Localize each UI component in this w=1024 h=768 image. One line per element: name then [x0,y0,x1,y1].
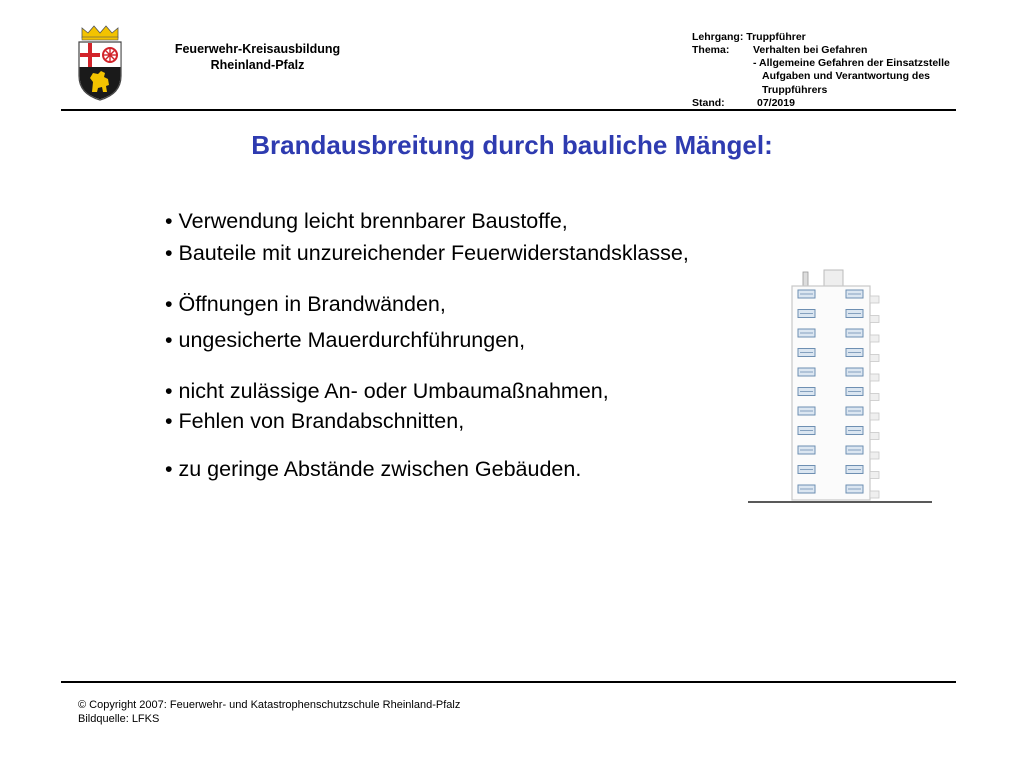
bullet-item: • Bauteile mit unzureichender Feuerwiderstandsklasse, [165,241,689,265]
building-drawing-icon [740,265,940,510]
org-name-line1: Feuerwehr-Kreisausbildung [174,42,341,56]
topic-label: Thema: [692,44,730,56]
bullet-item: • Öffnungen in Brandwänden, [165,292,446,316]
building-balcony [870,452,879,459]
topic-sub-1: - Allgemeine Gefahren der Einsatzstelle [753,57,950,69]
bullet-item: • nicht zulässige An- oder Umbaumaßnahmen, [165,379,609,403]
bullet-item: • Verwendung leicht brennbarer Baustoffe, [165,209,568,233]
course-value: Truppführer [746,31,806,43]
copyright-text: © Copyright 2007: Feuerwehr- und Katastrophenschutzschule Rheinland-Pfalz [78,699,461,711]
building-balcony [870,335,879,342]
topic-sub-3: Truppführers [762,84,828,96]
slide-title: Brandausbreitung durch bauliche Mängel: [251,130,773,160]
course-info [692,31,806,44]
bullet-item: • Fehlen von Brandabschnitten, [165,409,465,433]
building-balcony [870,296,879,303]
bullet-item: • zu geringe Abstände zwischen Gebäuden. [165,457,582,481]
date-label: Stand: [692,97,725,109]
footer-divider [61,681,956,683]
building-balcony [870,316,879,323]
course-label: Lehrgang: [692,31,744,43]
coat-of-arms-icon [76,24,124,102]
building-balcony [870,394,879,401]
org-name-line2: Rheinland-Pfalz [210,58,305,72]
building-balcony [870,472,879,479]
bullet-item: • ungesicherte Mauerdurchführungen, [165,328,526,352]
building-balcony [870,491,879,498]
image-source-text: Bildquelle: LFKS [78,713,160,725]
building-balcony [870,413,879,420]
topic-sub-2: Aufgaben und Verantwortung des [762,70,931,82]
building-balcony [870,355,879,362]
building-balcony [870,374,879,381]
building-balcony [870,433,879,440]
topic-value: Verhalten bei Gefahren [753,44,868,56]
date-value: 07/2019 [757,97,795,109]
header-divider [61,109,956,111]
